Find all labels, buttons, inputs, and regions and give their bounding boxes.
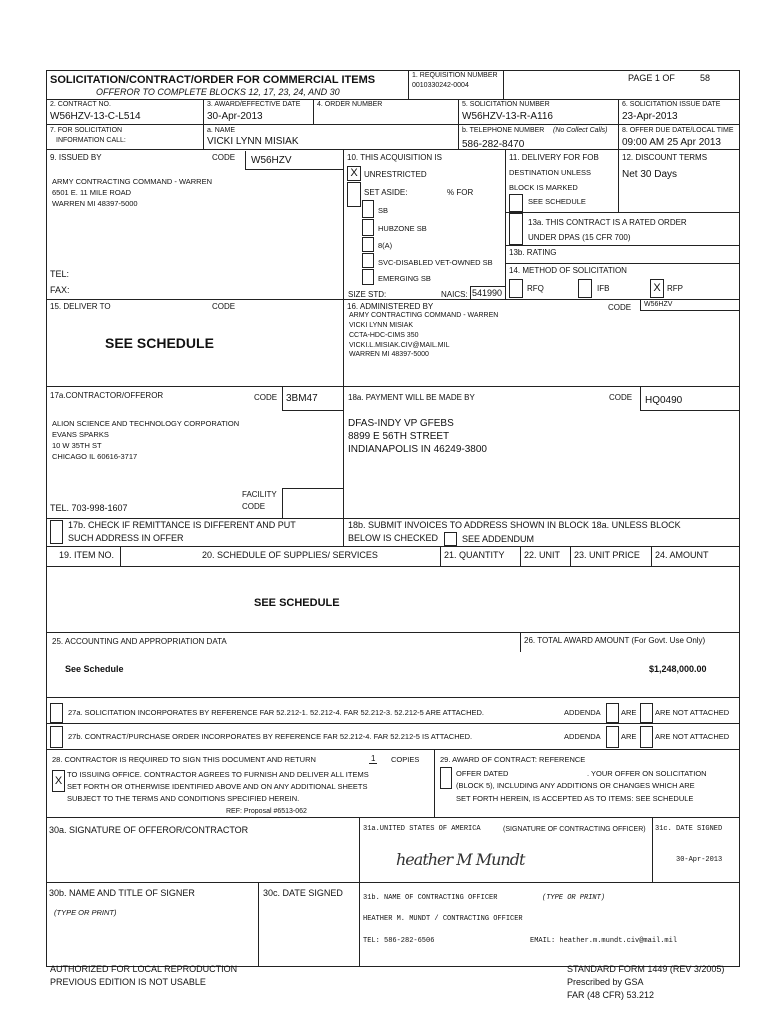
27b-addenda-label: ADDENDA — [564, 732, 601, 741]
b31b-note: (TYPE OR PRINT) — [542, 894, 606, 902]
8a-checkbox[interactable] — [362, 237, 374, 252]
b17-code-label: CODE — [254, 393, 278, 402]
fob-line-2: BLOCK IS MARKED — [509, 183, 578, 192]
naics-label: NAICS: — [441, 290, 468, 299]
29-checkbox[interactable] — [440, 767, 452, 789]
contact-name: VICKI LYNN MISIAK — [207, 136, 299, 147]
rfp-label: RFP — [667, 284, 683, 293]
b31a-note: (SIGNATURE OF CONTRACTING OFFICER) — [503, 826, 646, 833]
27a-are-label: ARE — [621, 708, 637, 717]
unrestricted-label: UNRESTRICTED — [364, 170, 427, 179]
footer-far: FAR (48 CFR) 53.212 — [567, 990, 655, 1000]
contract-number: W56HZV-13-C-L514 — [50, 111, 141, 122]
b29-offer-dated: OFFER DATED — [456, 769, 509, 778]
remittance-checkbox[interactable] — [50, 520, 63, 544]
b15-label: 15. DELIVER TO — [50, 302, 111, 311]
b8-label: 8. OFFER DUE DATE/LOCAL TIME — [622, 127, 734, 134]
contractor-code: 3BM47 — [286, 393, 318, 404]
b18a-label: 18a. PAYMENT WILL BE MADE BY — [348, 393, 475, 402]
b29-label: 29. AWARD OF CONTRACT: REFERENCE — [440, 755, 586, 764]
contracting-officer-tel: TEL: 586-282-6506 — [363, 937, 435, 945]
footer-standard-form: STANDARD FORM 1449 (REV 3/2005) — [567, 964, 725, 974]
form-title: SOLICITATION/CONTRACT/ORDER FOR COMMERCIAL ITEMS — [50, 74, 376, 86]
hubzone-checkbox[interactable] — [362, 219, 374, 236]
b25-label: 25. ACCOUNTING AND APPROPRIATION DATA — [52, 637, 227, 646]
pct-for-label: % FOR — [447, 188, 474, 197]
admin-line-5: WARREN MI 48397-5000 — [349, 351, 429, 358]
page-label: PAGE 1 OF — [628, 73, 675, 83]
addendum-label: SEE ADDENDUM — [462, 534, 535, 544]
issued-by-line-1: ARMY CONTRACTING COMMAND - WARREN — [52, 177, 212, 186]
27a-checkbox[interactable] — [50, 703, 63, 723]
proposal-reference: REF: Proposal #6513-062 — [226, 808, 307, 815]
28-checkbox[interactable]: X — [52, 770, 65, 792]
b18b-label: 18b. SUBMIT INVOICES TO ADDRESS SHOWN IN BLOCK 18a. UNLESS BLOCK — [348, 520, 681, 530]
27a-are-checkbox[interactable] — [606, 703, 619, 723]
ifb-checkbox[interactable] — [578, 279, 592, 298]
b16-code-label: CODE — [608, 303, 632, 312]
admin-line-4: VICKI.L.MISIAK.CIV@MAIL.MIL — [349, 342, 450, 349]
b14-label: 14. METHOD OF SOLICITATION — [509, 266, 627, 275]
accounting-data: See Schedule — [65, 664, 124, 674]
copies-label: COPIES — [391, 755, 420, 764]
issued-by-code: W56HZV — [251, 155, 292, 166]
page-total: 58 — [700, 73, 711, 83]
rfq-label: RFQ — [527, 284, 544, 293]
emerging-sb-checkbox[interactable] — [362, 269, 374, 285]
b26-label: 26. TOTAL AWARD AMOUNT (For Govt. Use Only) — [524, 636, 706, 645]
8a-label: 8(A) — [378, 241, 393, 250]
rated-order-checkbox[interactable] — [509, 213, 523, 245]
date-signed: 30-Apr-2013 — [676, 856, 723, 864]
b9-code-label: CODE — [212, 153, 236, 162]
payment-line-3: INDIANAPOLIS IN 46249-3800 — [348, 444, 487, 455]
27a-addenda-label: ADDENDA — [564, 708, 601, 717]
tel-label: TEL: — [50, 269, 70, 279]
fob-see-schedule-checkbox[interactable] — [509, 194, 523, 212]
issued-by-line-3: WARREN MI 48397-5000 — [52, 199, 138, 208]
contractor-line-2: EVANS SPARKS — [52, 430, 109, 439]
solicitation-number: W56HZV-13-R-A116 — [462, 111, 553, 122]
discount-terms: Net 30 Days — [622, 169, 678, 180]
b17a-label: 17a.CONTRACTOR/OFFEROR — [50, 391, 164, 400]
contracting-officer-name: HEATHER M. MUNDT / CONTRACTING OFFICER — [363, 915, 523, 923]
b28-line-2: SET FORTH OR OTHERWISE IDENTIFIED ABOVE AND ON ANY ADDITIONAL SHEETS — [67, 782, 368, 791]
copies-count: 1 — [371, 754, 376, 763]
unrestricted-checkbox[interactable]: X — [347, 166, 361, 181]
col-unit-price: 23. UNIT PRICE — [574, 550, 640, 560]
col-item-no: 19. ITEM NO. — [59, 550, 115, 560]
contractor-telephone: TEL. 703-998-1607 — [50, 503, 128, 513]
b7-label-2: INFORMATION CALL: — [56, 137, 126, 144]
b11-label: 11. DELIVERY FOR FOB — [509, 153, 599, 162]
b28-label: 28. CONTRACTOR IS REQUIRED TO SIGN THIS DOCUMENT AND RETURN — [52, 755, 316, 764]
contracting-officer-email: EMAIL: heather.m.mundt.civ@mail.mil — [530, 937, 678, 945]
b9-label: 9. ISSUED BY — [50, 153, 102, 162]
telephone-note: (No Collect Calls) — [553, 127, 608, 134]
deliver-to-schedule: SEE SCHEDULE — [105, 335, 214, 351]
svc-disabled-checkbox[interactable] — [362, 253, 374, 268]
b30c-label: 30c. DATE SIGNED — [263, 888, 343, 898]
27b-checkbox[interactable] — [50, 726, 63, 748]
schedule-see-schedule: SEE SCHEDULE — [254, 597, 340, 609]
requisition-number: 0010330242-0004 — [412, 82, 469, 89]
facility-code-label: CODE — [242, 502, 266, 511]
contracting-officer-signature: heather M Mundt — [396, 850, 525, 869]
b17b-label: 17b. CHECK IF REMITTANCE IS DIFFERENT AND PUT — [68, 520, 296, 530]
fob-see-schedule-label: SEE SCHEDULE — [528, 197, 586, 206]
b29-line-1: . YOUR OFFER ON SOLICITATION — [587, 769, 707, 778]
hubzone-label: HUBZONE SB — [378, 224, 427, 233]
b13a-label-2: UNDER DPAS (15 CFR 700) — [528, 233, 631, 242]
b1-label: 1. REQUISITION NUMBER — [412, 72, 498, 79]
b13a-label: 13a. THIS CONTRACT IS A RATED ORDER — [528, 218, 687, 227]
total-award-amount: $1,248,000.00 — [649, 664, 707, 674]
b15-code-label: CODE — [212, 302, 236, 311]
admin-line-1: ARMY CONTRACTING COMMAND - WARREN — [349, 312, 499, 319]
b27a-text: 27a. SOLICITATION INCORPORATES BY REFERENCE FAR 52.212-1. 52.212-4. FAR 52.212-3. 52.212-5 ARE ATTACHED. — [68, 708, 484, 717]
b27b-text: 27b. CONTRACT/PURCHASE ORDER INCORPORATES BY REFERENCE FAR 52.212-4. FAR 52.212-5 IS ATTACHED. — [68, 732, 473, 741]
col-quantity: 21. QUANTITY — [444, 550, 505, 560]
size-std-label: SIZE STD: — [348, 290, 387, 299]
b6-label: 6. SOLICITATION ISSUE DATE — [622, 101, 721, 108]
sb-checkbox[interactable] — [362, 200, 374, 218]
award-date: 30-Apr-2013 — [207, 111, 263, 122]
b7-label: 7. FOR SOLICITATION — [50, 127, 123, 134]
rfq-checkbox[interactable] — [509, 279, 523, 298]
b29-line-2: (BLOCK 5), INCLUDING ANY ADDITIONS OR CHANGES WHICH ARE — [456, 781, 695, 790]
fob-line-1: DESTINATION UNLESS — [509, 168, 591, 177]
b5-label: 5. SOLICITATION NUMBER — [462, 101, 550, 108]
b13b-label: 13b. RATING — [509, 248, 557, 257]
b17b-label-2: SUCH ADDRESS IN OFFER — [68, 533, 184, 543]
col-unit: 22. UNIT — [524, 550, 561, 560]
b18-code-label: CODE — [609, 393, 633, 402]
ifb-label: IFB — [597, 284, 610, 293]
b4-label: 4. ORDER NUMBER — [317, 101, 383, 108]
offer-due-date: 09:00 AM 25 Apr 2013 — [622, 137, 721, 148]
sb-label: SB — [378, 206, 389, 215]
27b-are-not-label: ARE NOT ATTACHED — [655, 732, 730, 741]
footer-authorized: AUTHORIZED FOR LOCAL REPRODUCTION — [50, 964, 238, 974]
set-aside-checkbox[interactable] — [347, 182, 361, 207]
contractor-line-3: 10 W 35TH ST — [52, 441, 102, 450]
b3-label: 3. AWARD/EFFECTIVE DATE — [207, 101, 301, 108]
27b-are-not-checkbox[interactable] — [640, 726, 653, 748]
payment-line-1: DFAS-INDY VP GFEBS — [348, 418, 454, 429]
facility-label: FACILITY — [242, 490, 277, 499]
b31b-label: 31b. NAME OF CONTRACTING OFFICER — [363, 894, 498, 902]
addendum-checkbox[interactable] — [444, 532, 457, 546]
name-label: a. NAME — [207, 127, 236, 134]
27a-are-not-checkbox[interactable] — [640, 703, 653, 723]
telephone-label: b. TELEPHONE NUMBER — [462, 127, 545, 134]
admin-line-3: CCTA-HDC-CIMS 350 — [349, 332, 419, 339]
administered-by-code: W56HZV — [644, 301, 673, 308]
b28-line-1: TO ISSUING OFFICE. CONTRACTOR AGREES TO FURNISH AND DELIVER ALL ITEMS — [67, 770, 369, 779]
solicitation-issue-date: 23-Apr-2013 — [622, 111, 678, 122]
svc-disabled-label: SVC-DISABLED VET-OWNED SB — [378, 258, 493, 267]
payment-line-2: 8899 E 56TH STREET — [348, 431, 450, 442]
form-subtitle: OFFEROR TO COMPLETE BLOCKS 12, 17, 23, 24, AND 30 — [96, 87, 340, 97]
b2-label: 2. CONTRACT NO. — [50, 101, 111, 108]
b18b-label-2: BELOW IS CHECKED — [348, 533, 439, 543]
b31a-label: 31a.UNITED STATES OF AMERICA — [363, 825, 481, 833]
b30b-label: 30b. NAME AND TITLE OF SIGNER — [49, 888, 195, 898]
naics-code: 541990 — [472, 288, 503, 298]
set-aside-label: SET ASIDE: — [364, 188, 408, 197]
27b-are-label: ARE — [621, 732, 637, 741]
contractor-line-4: CHICAGO IL 60616-3717 — [52, 452, 138, 461]
b30a-label: 30a. SIGNATURE OF OFFEROR/CONTRACTOR — [49, 825, 249, 835]
payment-code: HQ0490 — [645, 395, 683, 406]
contractor-line-1: ALION SCIENCE AND TECHNOLOGY CORPORATION — [52, 419, 240, 428]
footer-prescribed: Prescribed by GSA — [567, 977, 644, 987]
issued-by-line-2: 6501 E. 11 MILE ROAD — [52, 188, 132, 197]
footer-previous-edition: PREVIOUS EDITION IS NOT USABLE — [50, 977, 206, 987]
b12-label: 12. DISCOUNT TERMS — [622, 153, 708, 162]
col-schedule: 20. SCHEDULE OF SUPPLIES/ SERVICES — [202, 550, 378, 560]
b28-line-3: SUBJECT TO THE TERMS AND CONDITIONS SPECIFIED HEREIN. — [67, 794, 300, 803]
b10-label: 10. THIS ACQUISITION IS — [347, 153, 442, 162]
rfp-checkbox[interactable]: X — [650, 279, 664, 298]
fax-label: FAX: — [50, 285, 70, 295]
col-amount: 24. AMOUNT — [655, 550, 709, 560]
27a-are-not-label: ARE NOT ATTACHED — [655, 708, 730, 717]
admin-line-2: VICKI LYNN MISIAK — [349, 322, 414, 329]
27b-are-checkbox[interactable] — [606, 726, 619, 748]
telephone-number: 586-282-8470 — [462, 139, 525, 150]
b29-line-3: SET FORTH HEREIN, IS ACCEPTED AS TO ITEMS: SEE SCHEDULE — [456, 794, 694, 803]
b16-label: 16. ADMINISTERED BY — [347, 302, 434, 311]
b31c-label: 31c. DATE SIGNED — [655, 825, 723, 833]
emerging-sb-label: EMERGING SB — [378, 274, 431, 283]
b30b-note: (TYPE OR PRINT) — [54, 908, 117, 917]
